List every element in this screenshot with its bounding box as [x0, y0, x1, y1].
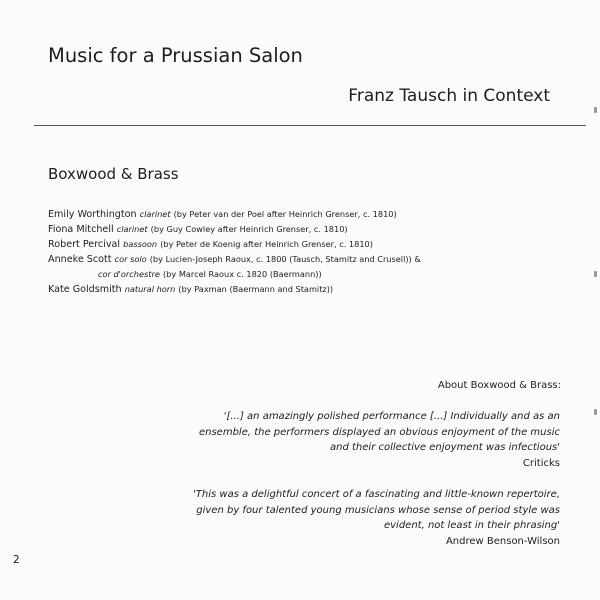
member-instrument-maker: (by Peter de Koenig after Heinrich Grenser, c. 1810)	[160, 239, 373, 249]
member-name: Robert Percival	[48, 239, 121, 250]
member-instrument: natural horn	[124, 284, 176, 294]
page-number: 2	[13, 554, 20, 566]
about-label: About Boxwood & Brass:	[437, 380, 561, 391]
review-quote	[190, 409, 560, 471]
member-instrument: cor solo	[114, 254, 147, 264]
member-instrument-maker: (by Marcel Raoux c. 1820 (Baermann))	[162, 269, 322, 279]
member-instrument: bassoon	[123, 239, 158, 249]
member-instrument-maker: (by Lucien-Joseph Raoux, c. 1800 (Tausch, Stamitz and Crusell)) &	[149, 254, 421, 264]
page-title: Music for a Prussian Salon	[48, 44, 303, 67]
member-list	[48, 207, 478, 297]
member-name: Kate Goldsmith	[48, 284, 122, 295]
member-instrument: clarinet	[116, 224, 148, 234]
member-instrument-maker: (by Paxman (Baermann and Stamitz))	[178, 284, 334, 294]
scan-edge-mark	[594, 271, 597, 277]
page-subtitle: Franz Tausch in Context	[348, 86, 550, 106]
member-name: Emily Worthington	[48, 209, 137, 220]
divider	[34, 125, 586, 126]
member-instrument: cor d'orchestre	[98, 269, 160, 279]
quote-source: Criticks	[522, 457, 560, 469]
member-instrument-maker: (by Guy Cowley after Heinrich Grenser, c. 1810)	[150, 224, 348, 234]
scan-edge-mark	[594, 107, 597, 113]
list-item	[48, 207, 478, 222]
member-second-instrument-line	[48, 267, 478, 282]
list-item	[48, 282, 478, 297]
scan-edge-mark	[594, 409, 597, 415]
member-instrument-maker: (by Peter van der Poel after Heinrich Grenser, c. 1810)	[173, 209, 397, 219]
ensemble-heading: Boxwood & Brass	[48, 165, 179, 183]
quote-source: Andrew Benson-Wilson	[445, 535, 560, 547]
member-instrument: clarinet	[139, 209, 171, 219]
member-name: Anneke Scott	[48, 254, 112, 265]
quote-text: 'This was a delightful concert of a fascinating and little-known repertoire, given by four talented young musicians whose sense of period style was evident, not least in their phrasing'	[193, 489, 560, 531]
quote-text: '[...] an amazingly polished performance [...] Individually and as an ensemble, the performers displayed an obvious enjoyment of the music and their collective enjoyment was infectious'	[198, 411, 560, 453]
member-name: Fiona Mitchell	[48, 224, 114, 235]
list-item	[48, 252, 478, 282]
list-item	[48, 237, 478, 252]
list-item	[48, 222, 478, 237]
review-quote	[190, 487, 560, 549]
